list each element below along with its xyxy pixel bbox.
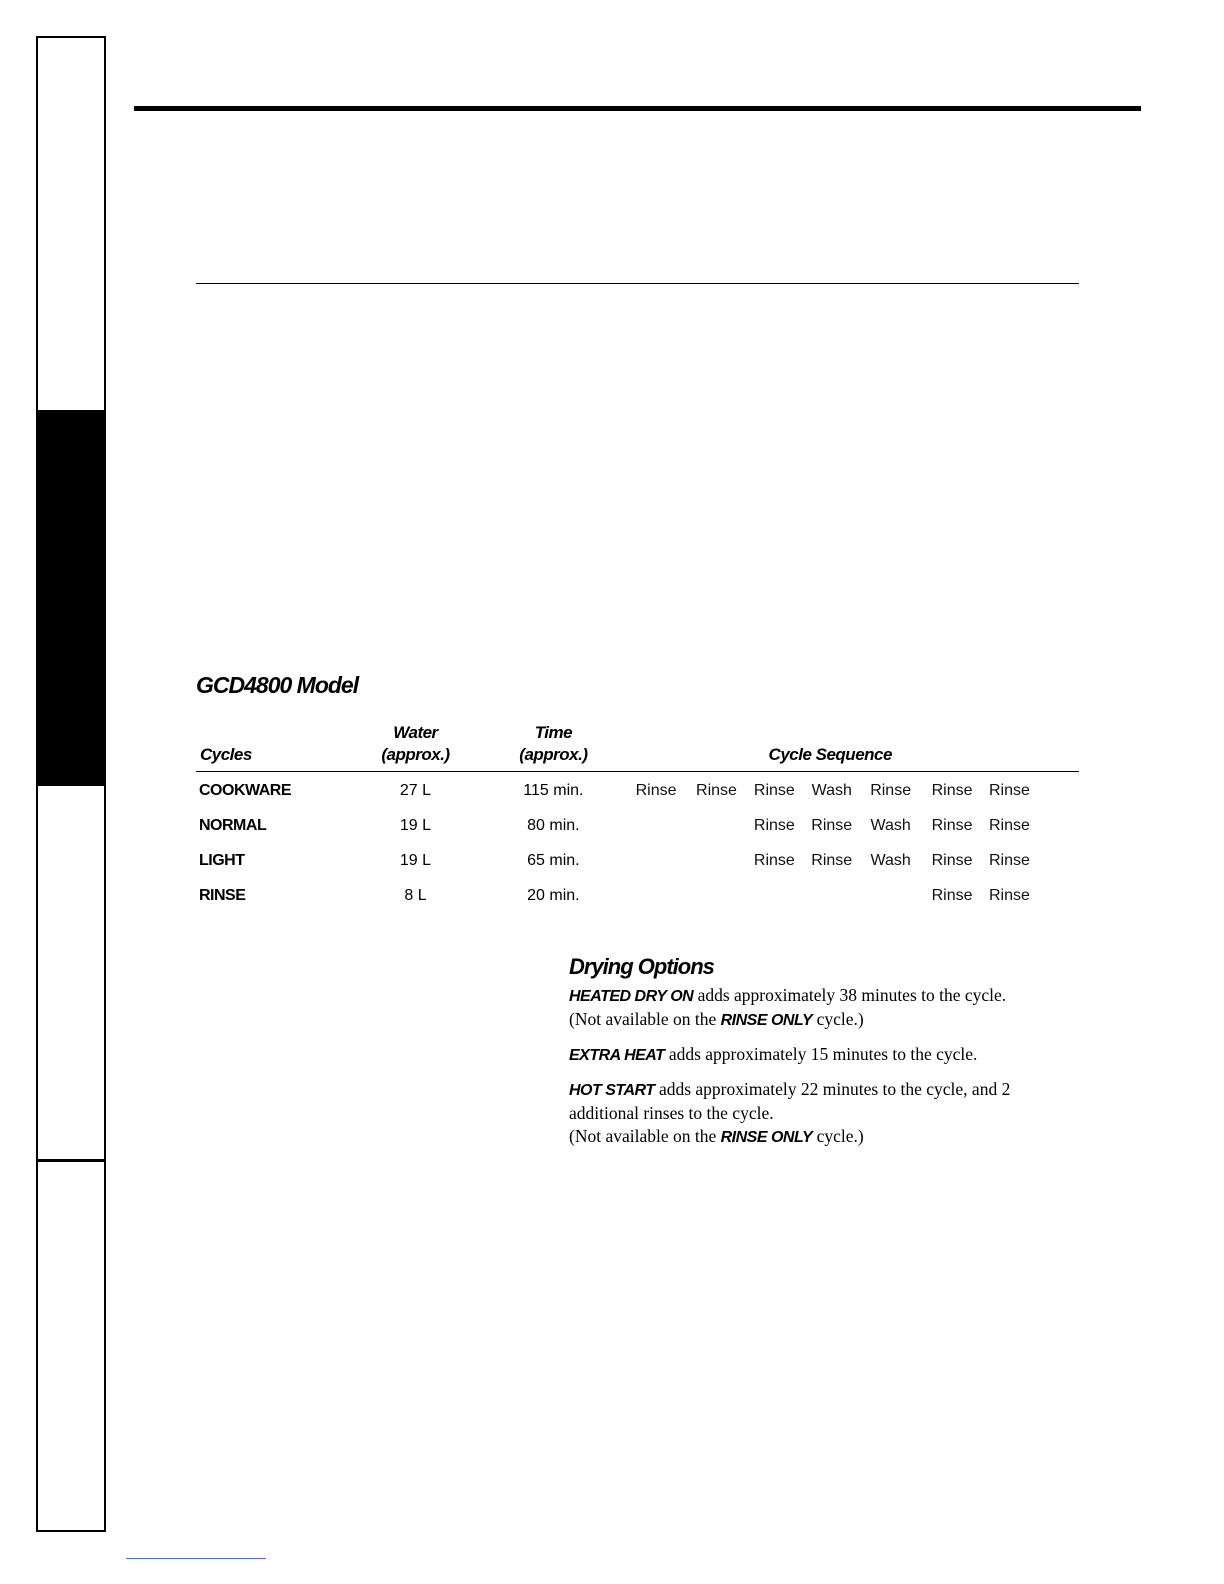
seq-step: Rinse (753, 782, 795, 799)
header-time-line2: (approx.) (519, 745, 588, 764)
seq-step: Rinse (989, 886, 1030, 904)
cycle-name: RINSE (199, 886, 246, 904)
seq-step (687, 808, 745, 843)
extra-heat-keyword: EXTRA HEAT (569, 1047, 665, 1064)
header-water-line1: Water (393, 723, 438, 742)
header-rule (134, 106, 1141, 111)
heated-dry-keyword: HEATED DRY ON (569, 988, 694, 1005)
seq-step: Rinse (931, 851, 973, 869)
hot-start-keyword: HOT START (569, 1082, 655, 1099)
cycle-name: NORMAL (199, 816, 267, 834)
footer-link-underline[interactable] (126, 1558, 266, 1559)
table-row (196, 808, 1079, 843)
seq-step: Rinse (870, 782, 912, 799)
seq-step (687, 843, 745, 878)
drying-options (569, 955, 1069, 1160)
hot-start-note-start: (Not available on the (569, 1126, 717, 1146)
seq-step (687, 878, 745, 913)
heated-dry-note-end: cycle.) (816, 1009, 864, 1029)
seq-step: Rinse (989, 782, 1030, 799)
seq-step: Rinse (635, 782, 677, 799)
header-time-line1: Time (534, 723, 573, 742)
seq-step: Rinse (811, 851, 853, 869)
hot-start-paragraph (569, 1078, 1069, 1149)
extra-heat-text: adds approximately 15 minutes to the cycle. (668, 1044, 978, 1064)
seq-step: Rinse (989, 816, 1030, 834)
seq-step (746, 878, 803, 913)
header-spacer (1036, 722, 1079, 772)
cycle-name: LIGHT (199, 851, 245, 869)
table-row (196, 878, 1079, 913)
table-row (196, 843, 1079, 878)
water-value: 8 L (404, 886, 427, 904)
seq-step: Rinse (989, 851, 1030, 869)
heated-dry-paragraph (569, 984, 1069, 1032)
time-value: 80 min. (527, 816, 580, 834)
table-header-row (196, 722, 1079, 772)
row-spacer (1036, 808, 1079, 843)
seq-step: Wash (870, 816, 911, 834)
seq-step (625, 878, 687, 913)
seq-step: Rinse (753, 851, 795, 869)
header-water-line2: (approx.) (381, 745, 450, 764)
hot-start-note-end: cycle.) (816, 1126, 864, 1146)
heated-dry-note-keyword: RINSE ONLY (720, 1012, 813, 1029)
drying-options-title: Drying Options (569, 954, 714, 979)
hot-start-text: adds approximately 22 minutes to the cycle, and 2 additional rinses to the cycle. (569, 1079, 1011, 1123)
seq-step (803, 878, 860, 913)
seq-step: Rinse (753, 816, 795, 834)
model-title: GCD4800 Model (196, 672, 359, 698)
hot-start-note-keyword: RINSE ONLY (720, 1129, 813, 1146)
header-water (349, 722, 482, 772)
seq-step: Rinse (696, 782, 737, 799)
time-value: 115 min. (523, 782, 584, 799)
water-value: 27 L (399, 782, 432, 799)
section-rule (196, 283, 1079, 284)
time-value: 20 min. (527, 886, 580, 904)
side-tab-active-section (38, 410, 104, 786)
seq-step: Wash (811, 782, 852, 799)
row-spacer (1036, 878, 1079, 913)
side-tab-strip (36, 36, 106, 1532)
water-value: 19 L (399, 851, 432, 869)
cycle-name: COOKWARE (199, 782, 291, 799)
seq-step: Rinse (931, 886, 973, 904)
heated-dry-text: adds approximately 38 minutes to the cycle. (697, 985, 1007, 1005)
water-value: 19 L (399, 816, 432, 834)
side-tab-divider (38, 1159, 104, 1162)
seq-step: Rinse (931, 782, 973, 799)
extra-heat-paragraph (569, 1043, 1069, 1067)
seq-step: Rinse (811, 816, 853, 834)
seq-step: Wash (870, 851, 911, 869)
seq-step (625, 808, 687, 843)
row-spacer (1036, 843, 1079, 878)
seq-step (860, 878, 920, 913)
cycle-table (196, 722, 1079, 913)
row-spacer (1036, 772, 1079, 809)
seq-step: Rinse (931, 816, 973, 834)
table-row (196, 772, 1079, 809)
header-cycles: Cycles (196, 722, 349, 772)
header-time (482, 722, 625, 772)
time-value: 65 min. (527, 851, 580, 869)
seq-step (625, 843, 687, 878)
heated-dry-note-start: (Not available on the (569, 1009, 717, 1029)
header-sequence: Cycle Sequence (625, 722, 1036, 772)
